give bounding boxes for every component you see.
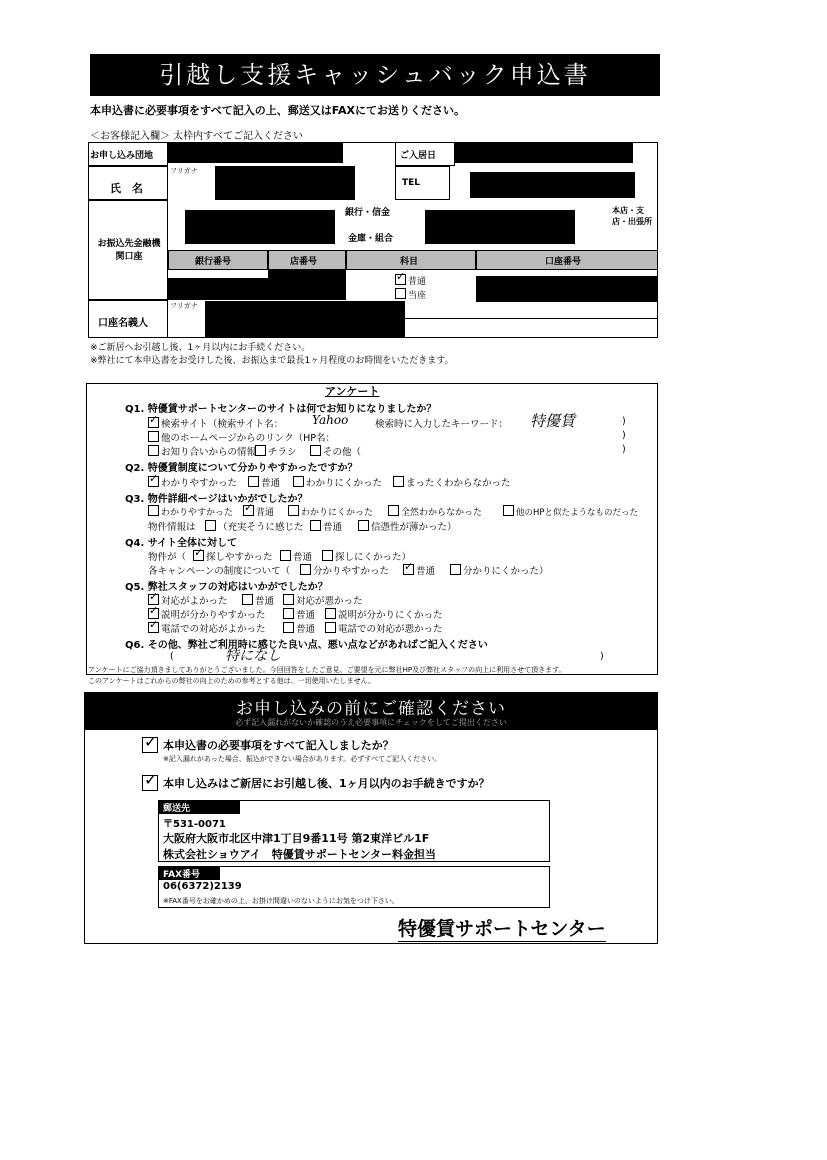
checkbox-icon[interactable] <box>283 622 294 633</box>
q3-opt-5[interactable] <box>503 505 638 518</box>
confirm-checkbox-1[interactable] <box>142 737 158 753</box>
furigana-label: フリガナ <box>170 167 198 175</box>
checkbox-icon[interactable] <box>403 564 414 575</box>
q5c-opt-1-label: 電話での対応がよかった <box>161 624 266 635</box>
q4b-opt-2-label: 普通 <box>416 566 436 577</box>
tel-label: TEL <box>402 178 421 188</box>
redacted-account-number <box>476 276 658 302</box>
q5c-opt-2[interactable] <box>283 621 315 635</box>
q2-opt-3-label: わかりにくかった <box>306 478 383 489</box>
bank-code-header: 銀行番号 <box>195 257 232 267</box>
q5a-opt-3-label: 対応が悪かった <box>296 596 363 607</box>
checkbox-icon[interactable] <box>148 431 159 442</box>
q5c-opt-2-label: 普通 <box>296 624 316 635</box>
checkbox-icon[interactable] <box>255 445 266 456</box>
q3b-opt-2-label: 普通 <box>323 522 343 533</box>
branch-code-header: 店番号 <box>290 257 318 267</box>
redacted-group <box>168 143 343 163</box>
support-center-name: 特優賃サポートセンター <box>398 914 606 942</box>
q5c-opt-1[interactable] <box>148 621 266 635</box>
current-checkbox[interactable] <box>395 288 426 301</box>
q5a-opt-3[interactable] <box>283 593 363 607</box>
redacted-holder <box>205 301 405 337</box>
q3b-opt-1[interactable] <box>205 519 304 533</box>
q1-option-search[interactable] <box>148 416 283 430</box>
q2-opt-1-label: わかりやすかった <box>161 478 238 489</box>
confirm-item-2: 本申し込みはご新居にお引越し後、1ヶ月以内のお手続きですか？ <box>163 777 490 790</box>
q5a-opt-2-label: 普通 <box>255 596 275 607</box>
q2-opt-1[interactable] <box>148 475 237 489</box>
q1-option-acquaintance-label: お知り合いからの情報 <box>161 447 257 458</box>
instruction-text: 本申込書に必要事項をすべて記入の上、郵送又はFAXにてお送りください。 <box>90 104 466 117</box>
form-title: 引越し支援キャッシュバック申込書 <box>90 54 660 96</box>
q6: Q6. その他、弊社ご利用時に感じた良い点、悪い点などがあればご記入ください <box>125 640 488 651</box>
q3-opt-3-label: わかりにくかった <box>301 508 374 518</box>
q2-opt-4[interactable] <box>393 475 511 489</box>
q2: Q2. 特優賃制度について分かりやすかったですか？ <box>125 463 358 474</box>
q1-search-site-answer: Yahoo <box>312 413 349 427</box>
branch-type-label: 本店・支店・出張所 <box>612 206 652 226</box>
checkbox-icon[interactable] <box>193 550 204 561</box>
checkbox-icon[interactable] <box>148 445 159 456</box>
checkbox-icon[interactable] <box>248 476 259 487</box>
checkbox-icon[interactable] <box>293 476 304 487</box>
q3-opt-2-label: 普通 <box>256 508 275 518</box>
redacted-name <box>215 166 355 200</box>
redacted-branch-code <box>268 270 346 300</box>
customer-section-label: ＜お客様記入欄＞ 太枠内すべてご記入ください <box>90 131 303 142</box>
q1-option-link-label: 他のホームページからのリンク（HP名： <box>161 433 335 444</box>
survey-title: アンケート <box>325 385 380 398</box>
q5a-opt-1[interactable] <box>148 593 228 607</box>
q4a-label: 物件が（ <box>148 552 187 563</box>
checkbox-icon[interactable] <box>283 594 294 605</box>
q5c-opt-3[interactable] <box>325 621 443 635</box>
checkbox-icon[interactable] <box>243 505 254 516</box>
confirm-item-1-note: ※記入漏れがあった場合、振込ができない場合があります。必ずすべてご記入ください。 <box>163 755 442 763</box>
checkbox-icon[interactable] <box>395 288 406 299</box>
q4b-opt-1-label: 分かりやすかった <box>313 566 390 577</box>
ordinary-label: 普通 <box>408 277 427 287</box>
q3-opt-4[interactable] <box>388 505 482 518</box>
checkbox-icon[interactable] <box>450 564 461 575</box>
q5b-opt-1[interactable] <box>148 607 266 621</box>
survey-footer-1: アンケートにご協力頂きましてありがとうございました。今回回答をしたご意見、ご要望を元に弊社HP及び弊社スタッフの向上に利用させて頂きます。 <box>88 666 566 674</box>
q2-opt-2[interactable] <box>248 475 280 489</box>
q6-answer[interactable]: 特になし <box>225 648 281 664</box>
checkbox-icon[interactable] <box>280 550 291 561</box>
q4: Q4. サイト全体に対して <box>125 538 238 549</box>
q1-option-other[interactable] <box>310 444 361 458</box>
q1-option-flyer[interactable] <box>255 444 297 458</box>
paren: ( <box>170 651 174 662</box>
checkbox-icon[interactable] <box>358 520 369 531</box>
q3b-label: 物件情報は <box>148 522 196 533</box>
checkbox-icon[interactable] <box>310 445 321 456</box>
confirm-subtitle: 必ず記入漏れがないか確認のうえ必要事項にチェックをしてご提出ください <box>235 718 507 727</box>
q5b-opt-3[interactable] <box>325 607 443 621</box>
checkbox-icon[interactable] <box>395 274 406 285</box>
q3-opt-1-label: わかりやすかった <box>161 508 234 518</box>
q1-keyword-label: 検索時に入力したキーワード： <box>375 419 509 430</box>
checkbox-icon[interactable] <box>148 505 159 516</box>
note-2: ※弊社にて本申込書をお受けした後、お振込まで最長1ヶ月程度のお時間をいただきます。 <box>90 356 454 366</box>
q5b-opt-2[interactable] <box>283 607 315 621</box>
bank-type-label: 銀行・信金 <box>345 208 391 218</box>
q4b-opt-3-label: 分かりにくかった） <box>463 566 549 577</box>
q4a-opt-3-label: 探しにくかった） <box>335 552 412 563</box>
q4a-opt-2[interactable] <box>280 549 312 563</box>
checkbox-icon[interactable] <box>242 594 253 605</box>
q1-keyword-answer: 特優賃 <box>530 412 576 430</box>
checkbox-icon[interactable] <box>325 608 336 619</box>
name-label: 氏 名 <box>110 182 143 195</box>
q2-opt-3[interactable] <box>293 475 382 489</box>
q3-opt-5-label: 他のHPと似たようなものだった <box>516 508 639 518</box>
q3: Q3. 物件詳細ページはいかがでしたか？ <box>125 494 308 505</box>
q1-option-acquaintance[interactable] <box>148 444 256 458</box>
q1-option-other-label: その他（ <box>323 447 362 458</box>
checkbox-icon[interactable] <box>393 476 404 487</box>
applicant-group-label: お申し込み団地 <box>90 151 154 161</box>
q4a-opt-1[interactable] <box>193 549 273 563</box>
checkbox-icon[interactable] <box>148 417 159 428</box>
checkbox-icon[interactable] <box>283 608 294 619</box>
kinko-kumiai-label: 金庫・組合 <box>348 234 394 244</box>
q1-option-search-label: 検索サイト（検索サイト名： <box>161 419 284 430</box>
checkbox-icon[interactable] <box>310 520 321 531</box>
q5b-opt-2-label: 普通 <box>296 610 316 621</box>
postal-code: 〒531-0071 <box>163 819 226 830</box>
checkbox-icon[interactable] <box>325 622 336 633</box>
paren: ) <box>622 416 626 427</box>
fax-note: ※FAX番号をお確かめの上、お掛け間違いのないようにお気をつけ下さい。 <box>163 897 399 905</box>
q5a-opt-1-label: 対応がよかった <box>161 596 228 607</box>
q4b-opt-2[interactable] <box>403 563 435 577</box>
q2-opt-2-label: 普通 <box>261 478 281 489</box>
q5: Q5. 弊社スタッフの対応はいかがでしたか？ <box>125 582 328 593</box>
bank-destination-label: お振込先金融機関口座 <box>97 239 161 262</box>
checkbox-icon[interactable] <box>148 622 159 633</box>
redacted-bank-name <box>185 210 335 244</box>
q1-option-flyer-label: チラシ <box>268 447 297 458</box>
q5c-opt-3-label: 電話での対応が悪かった <box>338 624 443 635</box>
q3-opt-1[interactable] <box>148 505 233 518</box>
redacted-tel <box>470 172 635 198</box>
q3-opt-4-label: 全然わからなかった <box>401 508 483 518</box>
q5b-opt-3-label: 説明が分かりにくかった <box>338 610 443 621</box>
note-1: ※ご新居へお引越し後、1ヶ月以内にお手続ください。 <box>90 343 311 353</box>
q5b-opt-1-label: 説明が分かりやすかった <box>161 610 266 621</box>
account-type-header: 科目 <box>400 257 419 267</box>
survey-footer-2: このアンケートはこれからの弊社の向上のための参考とする他は、一切使用いたしません。 <box>88 677 375 685</box>
fax-label: FAX番号 <box>163 870 201 880</box>
mailing-address: 大阪府大阪市北区中津1丁目9番11号 第2東洋ビル1F <box>163 832 430 845</box>
q3-opt-3[interactable] <box>288 505 373 518</box>
redacted-branch-name <box>425 210 575 244</box>
q4a-opt-1-label: 探しやすかった <box>206 552 273 563</box>
q4a-opt-2-label: 普通 <box>293 552 313 563</box>
confirm-title: お申し込みの前にご確認ください <box>236 699 506 719</box>
q3b-opt-3-label: 信憑性が薄かった） <box>371 522 457 533</box>
redacted-move-in-date <box>455 143 633 163</box>
mail-label: 郵送先 <box>163 804 191 814</box>
account-holder-label: 口座名義人 <box>98 318 148 329</box>
ordinary-checkbox[interactable] <box>395 274 426 287</box>
redacted-bank-code <box>168 278 268 300</box>
company-name: 株式会社ショウアイ 特優賃サポートセンター料金担当 <box>163 848 437 861</box>
paren: ) <box>622 444 626 455</box>
q4a-opt-3[interactable] <box>322 549 411 563</box>
paren: ) <box>600 651 604 662</box>
q3b-opt-1-label: （充実そうに感じた <box>218 522 304 533</box>
current-label: 当座 <box>408 291 427 301</box>
checkbox-icon[interactable] <box>503 505 514 516</box>
q1: Q1. 特優賃サポートセンターのサイトは何でお知りになりましたか？ <box>125 404 437 415</box>
checkbox-icon[interactable] <box>148 476 159 487</box>
q4b-opt-3[interactable] <box>450 563 549 577</box>
move-in-date-label: ご入居日 <box>400 151 437 161</box>
q3b-opt-3[interactable] <box>358 519 457 533</box>
holder-furigana-label: フリガナ <box>170 302 198 310</box>
q1-option-link[interactable] <box>148 430 335 444</box>
checkbox-icon[interactable] <box>205 520 216 531</box>
checkbox-icon[interactable] <box>300 564 311 575</box>
paren: ) <box>622 430 626 441</box>
q2-opt-4-label: まったくわからなかった <box>406 478 511 489</box>
checkbox-icon[interactable] <box>388 505 399 516</box>
confirm-item-1: 本申込書の必要事項をすべて記入しましたか？ <box>163 739 394 752</box>
checkbox-icon[interactable] <box>288 505 299 516</box>
checkbox-icon[interactable] <box>322 550 333 561</box>
q4b-label: 各キャンペーンの制度について（ <box>148 566 291 577</box>
q5a-opt-2[interactable] <box>242 593 274 607</box>
fax-number: 06(6372)2139 <box>163 881 242 892</box>
q3b-opt-2[interactable] <box>310 519 342 533</box>
account-number-header: 口座番号 <box>545 257 582 267</box>
q4b-opt-1[interactable] <box>300 563 389 577</box>
q3-opt-2[interactable] <box>243 505 274 518</box>
confirm-checkbox-2[interactable] <box>142 775 158 791</box>
